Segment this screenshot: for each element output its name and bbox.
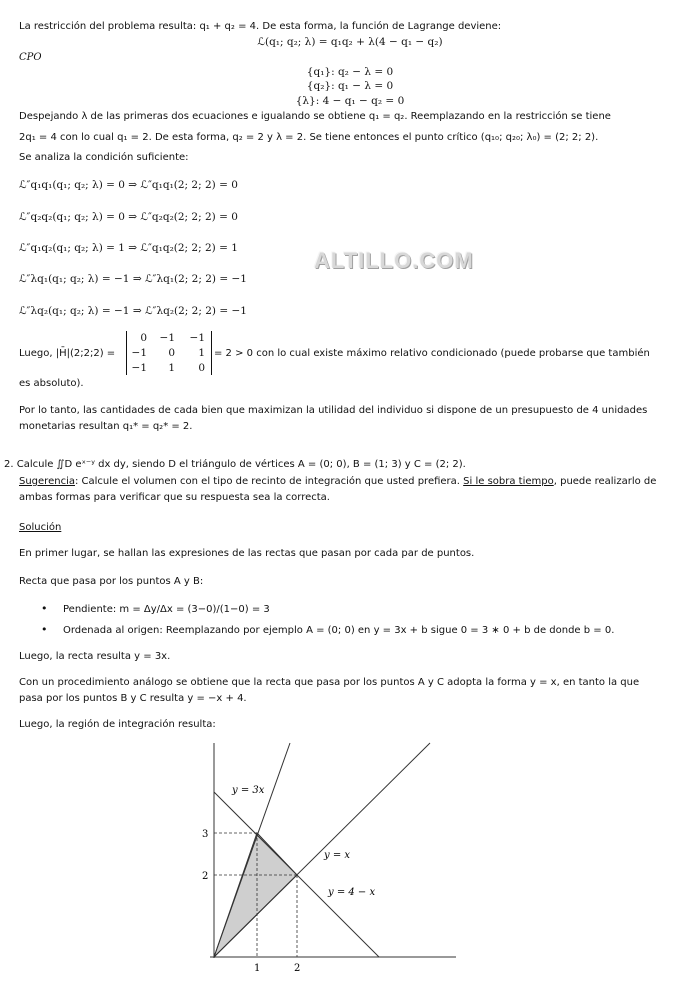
- suggestion-underlined: Si le sobra tiempo: [463, 476, 554, 487]
- derivative-line: ℒ″q₁q₁(q₁; q₂; λ) = 0 ⇒ ℒ″q₁q₁(2; 2; 2) = 0: [19, 179, 238, 191]
- matrix-cell: 0: [140, 332, 147, 344]
- text-line: En primer lugar, se hallan las expresiones de las rectas que pasan por cada par de puntos.: [19, 548, 475, 559]
- line-y-3x: [214, 743, 290, 957]
- matrix-cell: −1: [131, 347, 147, 359]
- text-line: monetarias resultan q₁* = q₂* = 2.: [19, 421, 193, 432]
- derivative-line: ℒ″λq₁(q₁; q₂; λ) = −1 ⇒ ℒ″λq₁(2; 2; 2) = −1: [19, 273, 247, 285]
- matrix-cell: 1: [198, 347, 205, 359]
- text-line: Luego, la región de integración resulta:: [19, 719, 216, 730]
- text-line: Se analiza la condición suficiente:: [19, 152, 189, 163]
- label-y-3x: y = 3x: [232, 785, 265, 796]
- matrix-cell: 1: [168, 362, 175, 374]
- derivative-line: ℒ″q₂q₂(q₁; q₂; λ) = 0 ⇒ ℒ″q₂q₂(2; 2; 2) = 0: [19, 211, 238, 223]
- lagrange-function: ℒ(q₁; q₂; λ) = q₁q₂ + λ(4 − q₁ − q₂): [257, 36, 443, 48]
- text-line: Luego, la recta resulta y = 3x.: [19, 651, 171, 662]
- derivative-line: ℒ″q₁q₂(q₁; q₂; λ) = 1 ⇒ ℒ″q₁q₂(2; 2; 2) = 1: [19, 242, 238, 254]
- equation: {λ}: 4 − q₁ − q₂ = 0: [295, 95, 405, 107]
- line-y-x: [214, 743, 430, 957]
- text-line: = 2 > 0 con lo cual existe máximo relativo condicionado (puede probarse que también: [214, 348, 650, 359]
- bullet-item: Ordenada al origen: Reemplazando por ejemplo A = (0; 0) en y = 3x + b sigue 0 = 3 ∗ 0 + b de donde b = 0.: [63, 625, 615, 636]
- text-line: 2q₁ = 4 con lo cual q₁ = 2. De esta forma, q₂ = 2 y λ = 2. Se tiene entonces el punto crítico (q₁₀; q₂₀; λ₀) = (2; 2; 2).: [19, 132, 599, 143]
- watermark: ALTILLO.COM: [314, 248, 474, 273]
- suggestion-text: : Calcule el volumen con el tipo de recinto de integración que usted prefiera.: [74, 476, 464, 487]
- matrix-cell: −1: [131, 362, 147, 374]
- matrix-cell: −1: [159, 332, 175, 344]
- equation: {q₁}: q₂ − λ = 0: [306, 66, 394, 78]
- bullet-icon: •: [41, 623, 48, 636]
- matrix-cell: 0: [168, 347, 175, 359]
- text-line: La restricción del problema resulta: q₁ + q₂ = 4. De esta forma, la función de Lagrange deviene:: [19, 21, 502, 32]
- derivative-line: ℒ″λq₂(q₁; q₂; λ) = −1 ⇒ ℒ″λq₂(2; 2; 2) = −1: [19, 305, 247, 317]
- text-line: Recta que pasa por los puntos A y B:: [19, 576, 204, 587]
- suggestion-text: , puede realizarlo de: [553, 476, 657, 487]
- matrix-cell: 0: [198, 362, 205, 374]
- bullet-icon: •: [41, 602, 48, 615]
- text-line: Por lo tanto, las cantidades de cada bien que maximizan la utilidad del individuo si dispone de un presupuesto de 4 unidades: [19, 405, 648, 416]
- tick-label-x1: 1: [254, 963, 261, 974]
- text-line: ambas formas para verificar que su respuesta sea la correcta.: [19, 492, 330, 503]
- tick-label-y3: 3: [202, 829, 209, 840]
- cpo-label: CPO: [19, 52, 42, 63]
- text-line: Con un procedimiento análogo se obtiene que la recta que pasa por los puntos A y C adopta la forma y = x, en tanto la que: [19, 677, 640, 688]
- shaded-triangle: [214, 833, 297, 957]
- suggestion-label: Sugerencia: [19, 476, 75, 487]
- text-line: pasa por los puntos B y C resulta y = −x + 4.: [19, 693, 247, 704]
- hessian-label: Luego, |H̄|(2;2;2) =: [19, 348, 116, 359]
- text-line: Despejando λ de las primeras dos ecuaciones e igualando se obtiene q₁ = q₂. Reemplazando en la restricción se tiene: [19, 111, 611, 122]
- label-y-4-minus-x: y = 4 − x: [328, 887, 376, 898]
- exercise-2-statement: 2. Calcule ∬D eˣ⁻ʸ dx dy, siendo D el triángulo de vértices A = (0; 0), B = (1; 3) y C = (2; 2).: [4, 459, 466, 470]
- bullet-item: Pendiente: m = Δy/Δx = (3−0)/(1−0) = 3: [63, 604, 270, 615]
- tick-label-x2: 2: [294, 963, 301, 974]
- label-y-x: y = x: [324, 850, 351, 861]
- tick-label-y2: 2: [202, 871, 209, 882]
- equation: {q₂}: q₁ − λ = 0: [306, 80, 394, 92]
- matrix-cell: −1: [189, 332, 205, 344]
- solution-heading: Solución: [19, 522, 62, 533]
- text-line: es absoluto).: [19, 378, 84, 389]
